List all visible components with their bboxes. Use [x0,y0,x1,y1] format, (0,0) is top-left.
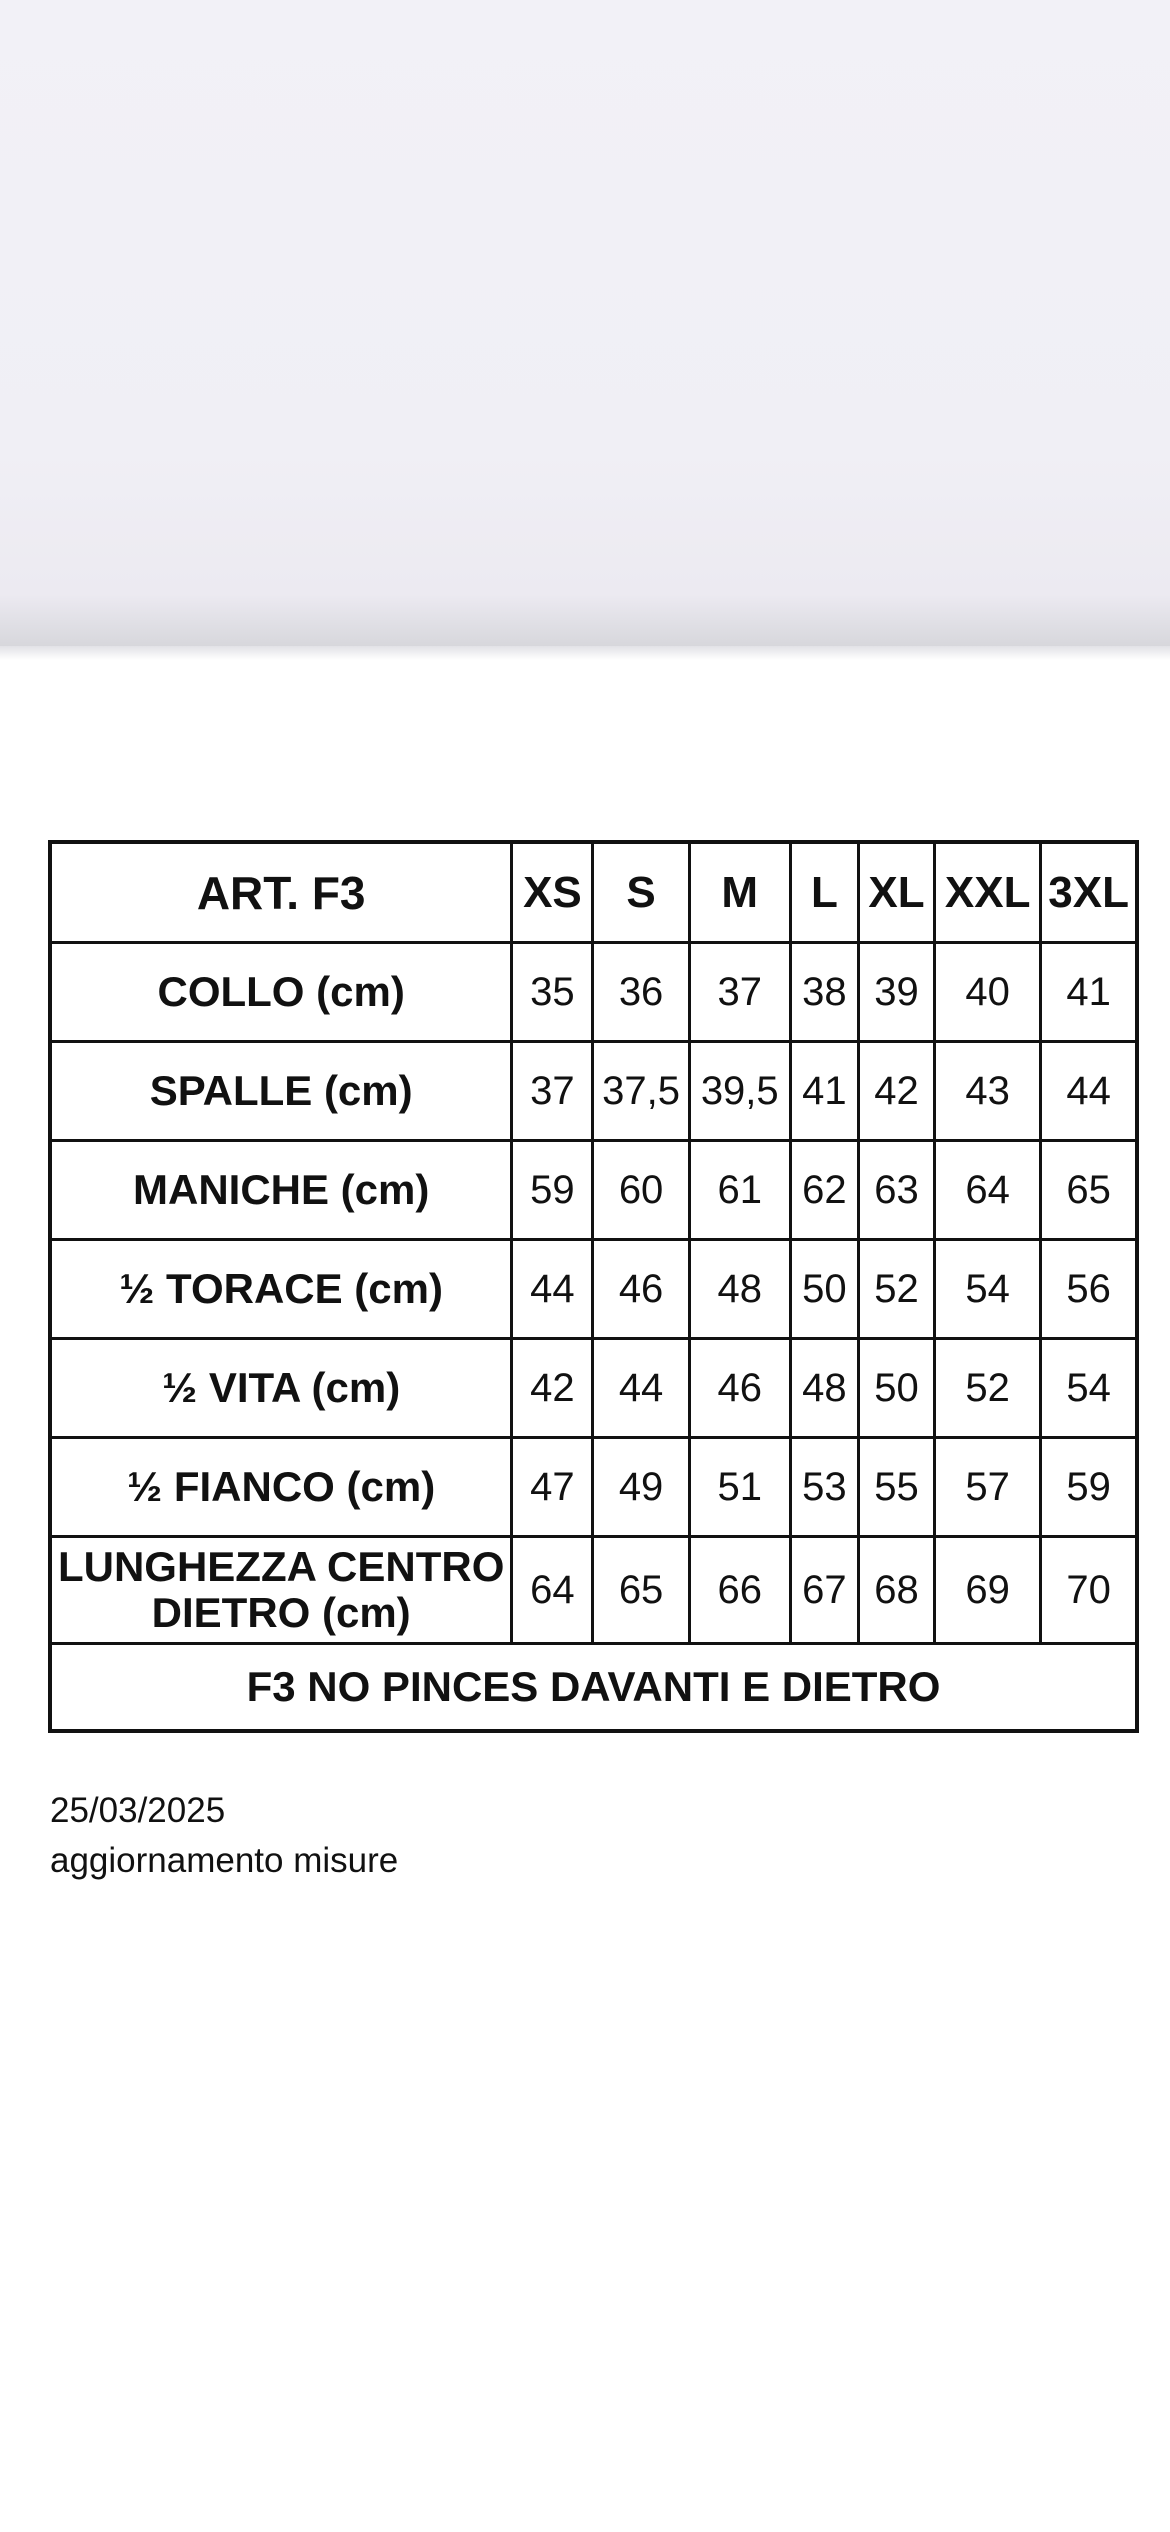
measure-value: 61 [689,1141,790,1240]
table-row-fianco [50,1438,1137,1537]
measure-value: 51 [689,1438,790,1537]
size-col-header: S [593,842,689,943]
measure-label: ½ VITA (cm) [50,1339,512,1438]
measure-value: 66 [689,1537,790,1644]
measure-value: 37 [689,943,790,1042]
measure-value: 44 [593,1339,689,1438]
size-chart-container [48,840,1139,1733]
measure-value: 67 [790,1537,858,1644]
measure-value: 42 [858,1042,934,1141]
measure-value: 43 [935,1042,1041,1141]
table-row-torace [50,1240,1137,1339]
measure-value: 56 [1041,1240,1137,1339]
measure-value: 65 [593,1537,689,1644]
measure-value: 54 [1041,1339,1137,1438]
measure-value: 70 [1041,1537,1137,1644]
update-note [50,1786,398,1886]
viewer-top-band [0,0,1170,646]
size-col-header: XS [512,842,593,943]
table-row-collo [50,943,1137,1042]
caption-text: aggiornamento misure [50,1841,399,1880]
size-col-header: 3XL [1041,842,1137,943]
measure-value: 53 [790,1438,858,1537]
measure-value: 37 [512,1042,593,1141]
size-chart-table [48,840,1139,1733]
measure-value: 36 [593,943,689,1042]
measure-value: 50 [858,1339,934,1438]
measure-label: MANICHE (cm) [50,1141,512,1240]
size-col-header: L [790,842,858,943]
measure-value: 40 [935,943,1041,1042]
measure-label: ½ FIANCO (cm) [50,1438,512,1537]
viewer-band-shadow [0,646,1170,660]
measure-value: 37,5 [593,1042,689,1141]
table-row-vita [50,1339,1137,1438]
measure-value: 59 [512,1141,593,1240]
measure-value: 57 [935,1438,1041,1537]
measure-value: 64 [935,1141,1041,1240]
measure-value: 39 [858,943,934,1042]
measure-value: 41 [790,1042,858,1141]
table-note: F3 NO PINCES DAVANTI E DIETRO [50,1644,1137,1732]
measure-value: 46 [593,1240,689,1339]
measure-value: 62 [790,1141,858,1240]
measure-value: 52 [935,1339,1041,1438]
measure-value: 44 [1041,1042,1137,1141]
table-row-lunghezza [50,1537,1137,1644]
measure-value: 50 [790,1240,858,1339]
measure-value: 47 [512,1438,593,1537]
measure-label: ½ TORACE (cm) [50,1240,512,1339]
table-row-spalle [50,1042,1137,1141]
measure-value: 48 [790,1339,858,1438]
measure-value: 35 [512,943,593,1042]
size-col-header: XL [858,842,934,943]
measure-value: 41 [1041,943,1137,1042]
size-col-header: M [689,842,790,943]
date-text: 25/03/2025 [50,1791,226,1830]
table-row-maniche [50,1141,1137,1240]
measure-value: 52 [858,1240,934,1339]
measure-value: 49 [593,1438,689,1537]
measure-value: 55 [858,1438,934,1537]
measure-label: SPALLE (cm) [50,1042,512,1141]
measure-value: 60 [593,1141,689,1240]
measure-label: LUNGHEZZA CENTRO DIETRO (cm) [50,1537,512,1644]
measure-value: 44 [512,1240,593,1339]
measure-value: 54 [935,1240,1041,1339]
measure-value: 64 [512,1537,593,1644]
measure-label: COLLO (cm) [50,943,512,1042]
measure-value: 68 [858,1537,934,1644]
size-col-header: XXL [935,842,1041,943]
measure-value: 38 [790,943,858,1042]
table-row-note [50,1644,1137,1732]
measure-value: 48 [689,1240,790,1339]
measure-value: 59 [1041,1438,1137,1537]
measure-value: 39,5 [689,1042,790,1141]
header-row [50,842,1137,943]
measure-value: 65 [1041,1141,1137,1240]
measure-value: 63 [858,1141,934,1240]
measure-value: 46 [689,1339,790,1438]
article-title: ART. F3 [50,842,512,943]
measure-value: 42 [512,1339,593,1438]
measure-value: 69 [935,1537,1041,1644]
